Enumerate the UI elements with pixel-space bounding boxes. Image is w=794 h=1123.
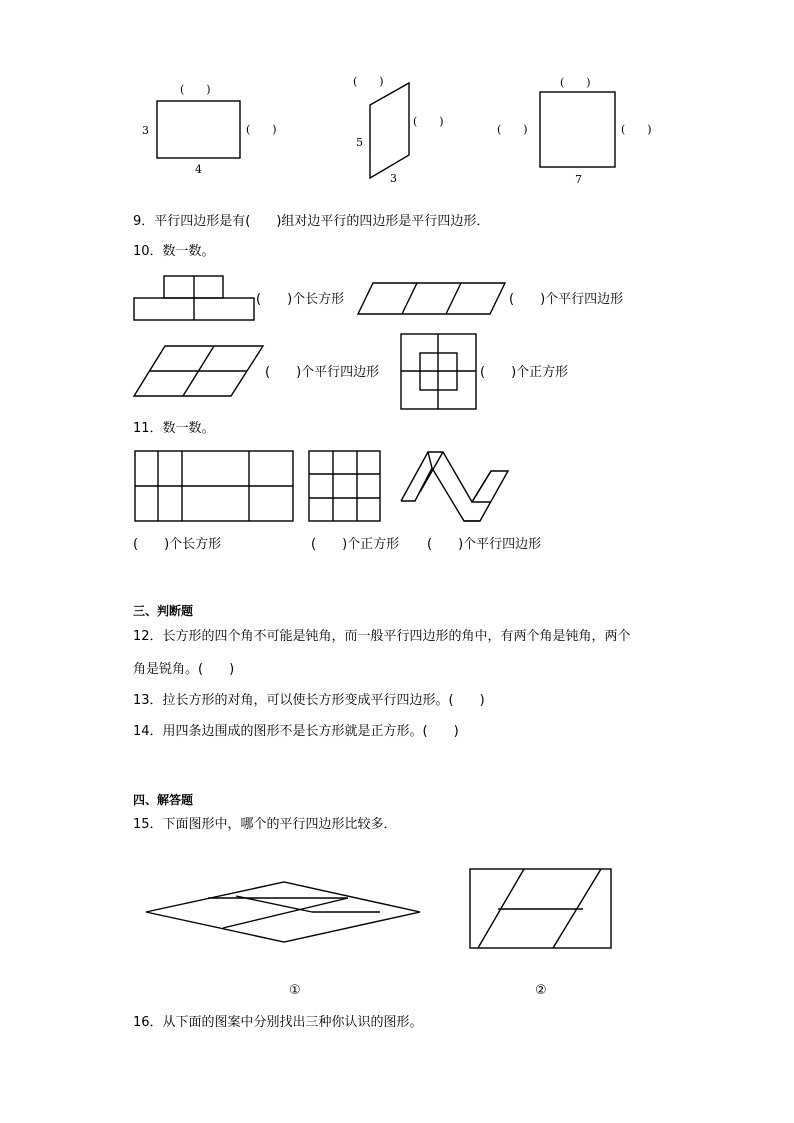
q11-answer-2: ( )个正方形	[311, 537, 400, 552]
question-13: 13．拉长方形的对角，可以使长方形变成平行四边形。( )	[133, 693, 485, 708]
question-10-title: 10．数一数。	[133, 244, 215, 259]
question-12-line1: 12．长方形的四个角不可能是钝角，而一般平行四边形的角中，有两个角是钝角，两个	[133, 629, 631, 644]
question-12-line2: 角是锐角。( )	[133, 662, 235, 677]
q10-answer-1: ( )个长方形	[256, 292, 345, 307]
rect-right-label: ( )	[246, 123, 277, 136]
square-left-label: ( )	[497, 123, 528, 136]
section-3-title: 三、判断题	[133, 604, 194, 618]
para-right-label: ( )	[413, 115, 444, 128]
figure-2-label: ②	[535, 983, 547, 998]
question-11-title: 11．数一数。	[133, 421, 215, 436]
square-bottom-label: 7	[575, 173, 582, 186]
question-9: 9．平行四边形是有( )组对边平行的四边形是平行四边形．	[133, 214, 490, 229]
para-top-label: ( )	[353, 75, 384, 88]
q10-answer-3: ( )个平行四边形	[265, 365, 380, 380]
figure-1-label: ①	[289, 983, 301, 998]
q10-answer-4: ( )个正方形	[480, 365, 569, 380]
q11-answer-1: ( )个长方形	[133, 537, 222, 552]
rect-top-label: ( )	[180, 83, 211, 96]
section-4-title: 四、解答题	[133, 793, 194, 807]
para-left-label: 5	[356, 136, 363, 149]
square-right-label: ( )	[621, 123, 652, 136]
rect-bottom-label: 4	[195, 163, 202, 176]
q11-answer-3: ( )个平行四边形	[427, 537, 542, 552]
question-16: 16．从下面的图案中分别找出三种你认识的图形。	[133, 1015, 423, 1030]
rect-left-label: 3	[142, 124, 149, 137]
question-15: 15．下面图形中，哪个的平行四边形比较多．	[133, 817, 397, 832]
question-14: 14．用四条边围成的图形不是长方形就是正方形。( )	[133, 724, 459, 739]
q10-answer-2: ( )个平行四边形	[509, 292, 624, 307]
square-top-label: ( )	[560, 76, 591, 89]
para-bottom-label: 3	[390, 172, 397, 185]
